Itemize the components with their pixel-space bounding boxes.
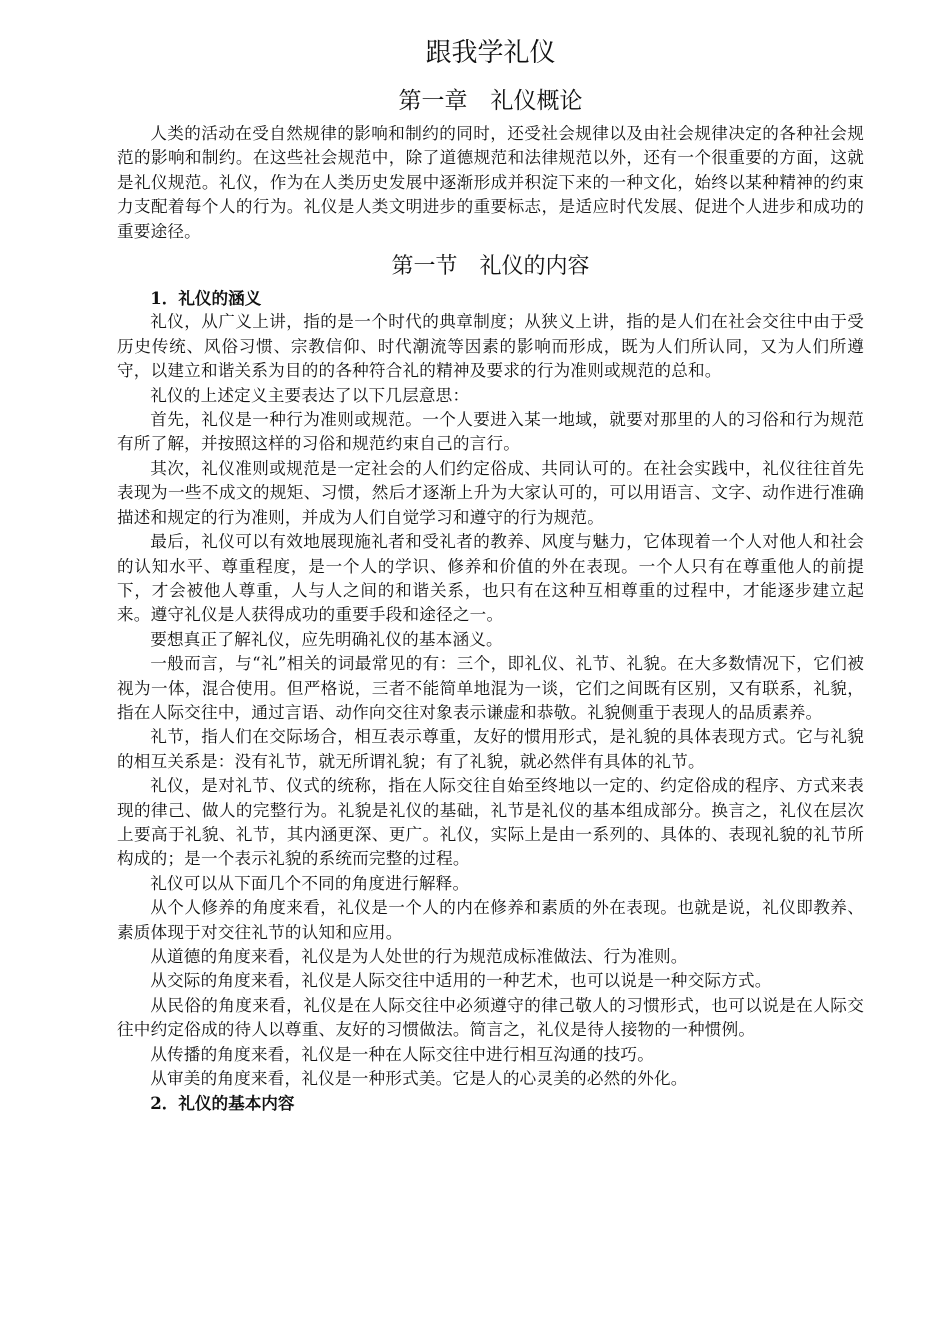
- body-paragraph: 首先，礼仪是一种行为准则或规范。一个人要进入某一地域，就要对那里的人的习俗和行为规范有所了解，并按照这样的习俗和规范约束自己的言行。: [117, 410, 864, 454]
- subsection-heading-2: 2．礼仪的基本内容: [150, 1093, 295, 1114]
- body-paragraph: 要想真正了解礼仪，应先明确礼仪的基本涵义。: [150, 629, 503, 649]
- body-paragraph: 礼仪可以从下面几个不同的角度进行解释。: [150, 873, 470, 893]
- body-paragraph: 从民俗的角度来看，礼仪是在人际交往中必须遵守的律己敬人的习惯形式，也可以说是在人际交往中约定俗成的待人以尊重、友好的习惯做法。简言之，礼仪是待人接物的一种惯例。: [117, 995, 864, 1040]
- body-paragraph: 礼仪，是对礼节、仪式的统称，指在人际交往自始至终地以一定的、约定俗成的程序、方式来表现的律己、做人的完整行为。礼貌是礼仪的基础，礼节是礼仪的基本组成部分。换言之，礼仪在层次上要高于礼貌、礼节，其内涵更深、更广。礼仪，实际上是由一系列的、具体的、表现礼貌的礼节所构成的；是一个表示礼貌的系统而完整的过程。: [117, 776, 864, 869]
- body-paragraph: 从传播的角度来看，礼仪是一种在人际交往中进行相互沟通的技巧。: [150, 1044, 654, 1064]
- document-title: 跟我学礼仪: [425, 38, 556, 68]
- body-paragraph: 礼节，指人们在交际场合，相互表示尊重，友好的惯用形式，是礼貌的具体表现方式。它与礼貌的相互关系是：没有礼节，就无所谓礼貌；有了礼貌，就必然伴有具体的礼节。: [117, 727, 864, 771]
- body-paragraph: 礼仪的上述定义主要表达了以下几层意思：: [150, 385, 470, 405]
- body-paragraph: 从交际的角度来看，礼仪是人际交往中适用的一种艺术，也可以说是一种交际方式。: [150, 971, 772, 991]
- body-paragraph: 其次，礼仪准则或规范是一定社会的人们约定俗成、共同认可的。在社会实践中，礼仪往往首先表现为一些不成文的规矩、习惯，然后才逐渐上升为大家认可的，可以用语言、文字、动作进行准确描述和规定的行为准则，并成为人们自觉学习和遵守的行为规范。: [117, 458, 864, 527]
- chapter-title: 第一章 礼仪概论: [398, 88, 583, 114]
- body-paragraph: 一般而言，与“礼”相关的词最常见的有：三个，即礼仪、礼节、礼貌。在大多数情况下，它们被视为一体，混合使用。但严格说，三者不能简单地混为一谈，它们之间既有区别，又有联系，礼貌，指在人际交往中，通过言语、动作向交往对象表示谦虚和恭敬。礼貌侧重于表现人的品质素养。: [117, 654, 864, 722]
- section-title: 第一节 礼仪的内容: [391, 254, 590, 280]
- body-paragraph: 从个人修养的角度来看，礼仪是一个人的内在修养和素质的外在表现。也就是说，礼仪即教养、素质体现于对交往礼节的认知和应用。: [117, 898, 864, 942]
- body-paragraph: 最后，礼仪可以有效地展现施礼者和受礼者的教养、风度与魅力，它体现着一个人对他人和社会的认知水平、尊重程度，是一个人的学识、修养和价值的外在表现。一个人只有在尊重他人的前提下，才会被他人尊重，人与人之间的和谐关系，也只有在这种互相尊重的过程中，才能逐步建立起来。遵守礼仪是人获得成功的重要手段和途径之一。: [117, 532, 864, 625]
- subsection-heading-1: 1．礼仪的涵义: [150, 288, 262, 309]
- body-paragraph: 礼仪，从广义上讲，指的是一个时代的典章制度；从狭义上讲，指的是人们在社会交往中由于受历史传统、风俗习惯、宗教信仰、时代潮流等因素的影响而形成，既为人们所认同，又为人们所遵守，以建立和谐关系为目的的各种符合礼的精神及要求的行为准则或规范的总和。: [117, 312, 864, 381]
- body-paragraph: 从审美的角度来看，礼仪是一种形式美。它是人的心灵美的必然的外化。: [150, 1069, 688, 1089]
- intro-paragraph: 人类的活动在受自然规律的影响和制约的同时，还受社会规律以及由社会规律决定的各种社会规范的影响和制约。在这些社会规范中，除了道德规范和法律规范以外，还有一个很重要的方面，这就是礼仪规范。礼仪，作为在人类历史发展中逐渐形成并积淀下来的一种文化，始终以某种精神的约束力支配着每个人的行为。礼仪是人类文明进步的重要标志，是适应时代发展、促进个人进步和成功的重要途径。: [117, 124, 864, 241]
- body-paragraph: 从道德的角度来看，礼仪是为人处世的行为规范成标准做法、行为准则。: [150, 947, 688, 966]
